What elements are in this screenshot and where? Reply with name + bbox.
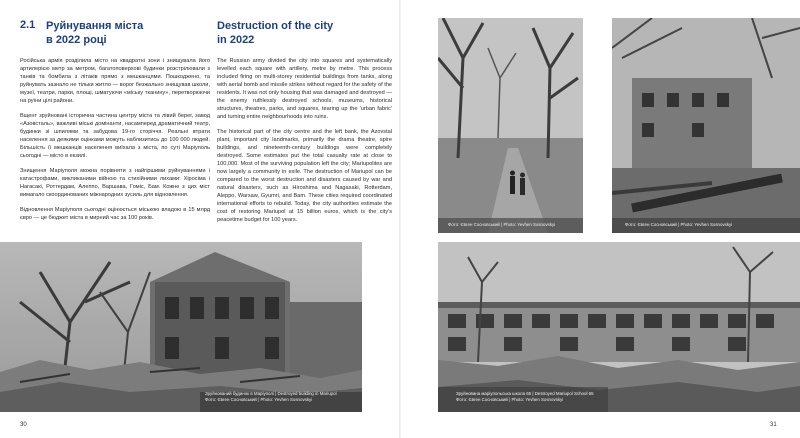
page-number-right: 31	[770, 422, 777, 428]
paragraph-en: The historical part of the city centre and the left bank, the Azovstal plant, important city landmarks, primarily the drama theatre, spire buildings, and nineteenth-century buildings were completely destroyed. Some estimates put the total casualty rate at close to 100,000. Most of the surviving population left the city; Mariupolites are now largely a community in exile. The destruction of Mariupol can be compared to the worst destruction and disasters caused by war and natural disasters, such as Hiroshima and Nagasaki, Rotterdam, Aleppo, Warsaw, Gyumri, and Bam. These cities required coordinated international efforts to rebuild. Today, the city authorities estimate the cost of restoring Mariupol at 15 billion euros, which is the city's peacetime budget for 100 years.	[217, 129, 392, 223]
section-title-en-line2: in 2022	[217, 34, 255, 46]
section-title-uk-line2: в 2022 році	[46, 34, 107, 46]
photo-destroyed-building	[0, 242, 362, 412]
paragraph-uk: Російська армія розділила місто на квадратні зони і знищувала його артилерією метр за метром, багатоповерхові будинки розстрілювали з танків та бомбила з літаків прямо з мешканцями. Пошкоджено, та руйнувать зазнало не тільки житло — ворог безжально знищував школи, музеї, театри, парки, площі, шматуючи «міську тканину», перетворюючи на руїни цілі райони.	[20, 58, 210, 104]
section-title-en	[217, 19, 367, 47]
photo1-caption-line1: Зруйнований будинок в Маріуполі | Destroyed building in Mariupol	[205, 391, 337, 396]
photo3-caption: Фото: Євген Сосновський | Photo: Yevhen Sosnovskyi	[625, 222, 733, 227]
paragraph-en: The Russian army divided the city into squares and systematically levelled each square with artillery, metre by metre. This process included firing on multi-storey residential buildings from tanks, along with aerial bomb and missile strikes without regard for the safety of the residents. It was not only housing that was damaged and destroyed — the enemy ruthlessly destroyed schools, museums, historical structures, theatres, parks, and squares, tearing up the 'urban fabric' and turning entire neighbourhoods into ruins.	[217, 58, 392, 120]
paragraph-uk: Вщент зруйновані історична частина центру міста та лівий берег, завод «Азовсталь», важливі міські домінанти, насамперед драматичний театр, будинки зі шпилями та забудова 19-го сторіччя. Реальні втрати населення за деякими оцінками можуть наблизитись до 100 000 людей. Більшість її мешканців населення виїхала з міста, по суті Маріуполь сьогодні — місто в екзилі.	[20, 113, 210, 159]
section-number: 2.1	[20, 19, 36, 31]
paragraph-uk: Знищення Маріуполя можна порівняти з найгіршими руйнуваннями і катастрофами, викликаними війною та стихійними лихами: Хіросіма і Нагасакі, Роттердам, Алеппо, Варшава, Гоміс, Бам. Кожне з цих міст вимагало скоординованих міжнародних зусиль для відновлення.	[20, 168, 210, 198]
photo2-caption: Фото: Євген Сосновський | Photo: Yevhen Sosnovskyi	[448, 222, 556, 227]
photo-street-with-people	[438, 18, 583, 233]
section-title-en-line1: Destruction of the city	[217, 20, 334, 32]
photo-street-with-people-image	[438, 18, 583, 233]
section-title-uk	[46, 19, 196, 47]
photo4-caption-line1: Зруйнована маріупольська школа 65 | Destroyed Mariupol School 65	[456, 391, 594, 396]
book-gutter	[399, 0, 401, 438]
text-column-uk	[20, 57, 210, 229]
page-number-left: 30	[20, 422, 27, 428]
section-title-uk-line1: Руйнування міста	[46, 20, 144, 32]
photo1-caption-line2: Фото: Євген Сосновський | Photo: Yevhen Sosnovskyi	[205, 397, 313, 402]
text-column-en	[217, 57, 392, 231]
photo4-caption	[456, 391, 626, 403]
photo4-caption-line2: Фото: Євген Сосновський | Photo: Yevhen Sosnovskyi	[456, 397, 564, 402]
photo1-caption	[205, 391, 365, 403]
photo-ruined-block	[612, 18, 800, 233]
photo-destroyed-school	[438, 242, 800, 412]
photo-destroyed-building-image	[0, 242, 362, 412]
photo-destroyed-school-image	[438, 242, 800, 412]
photo-ruined-block-image	[612, 18, 800, 233]
paragraph-uk: Відновлення Маріуполя сьогодні оцінюється міською владою в 15 млрд євро — це бюджет міста в мирний час за 100 років.	[20, 207, 210, 221]
